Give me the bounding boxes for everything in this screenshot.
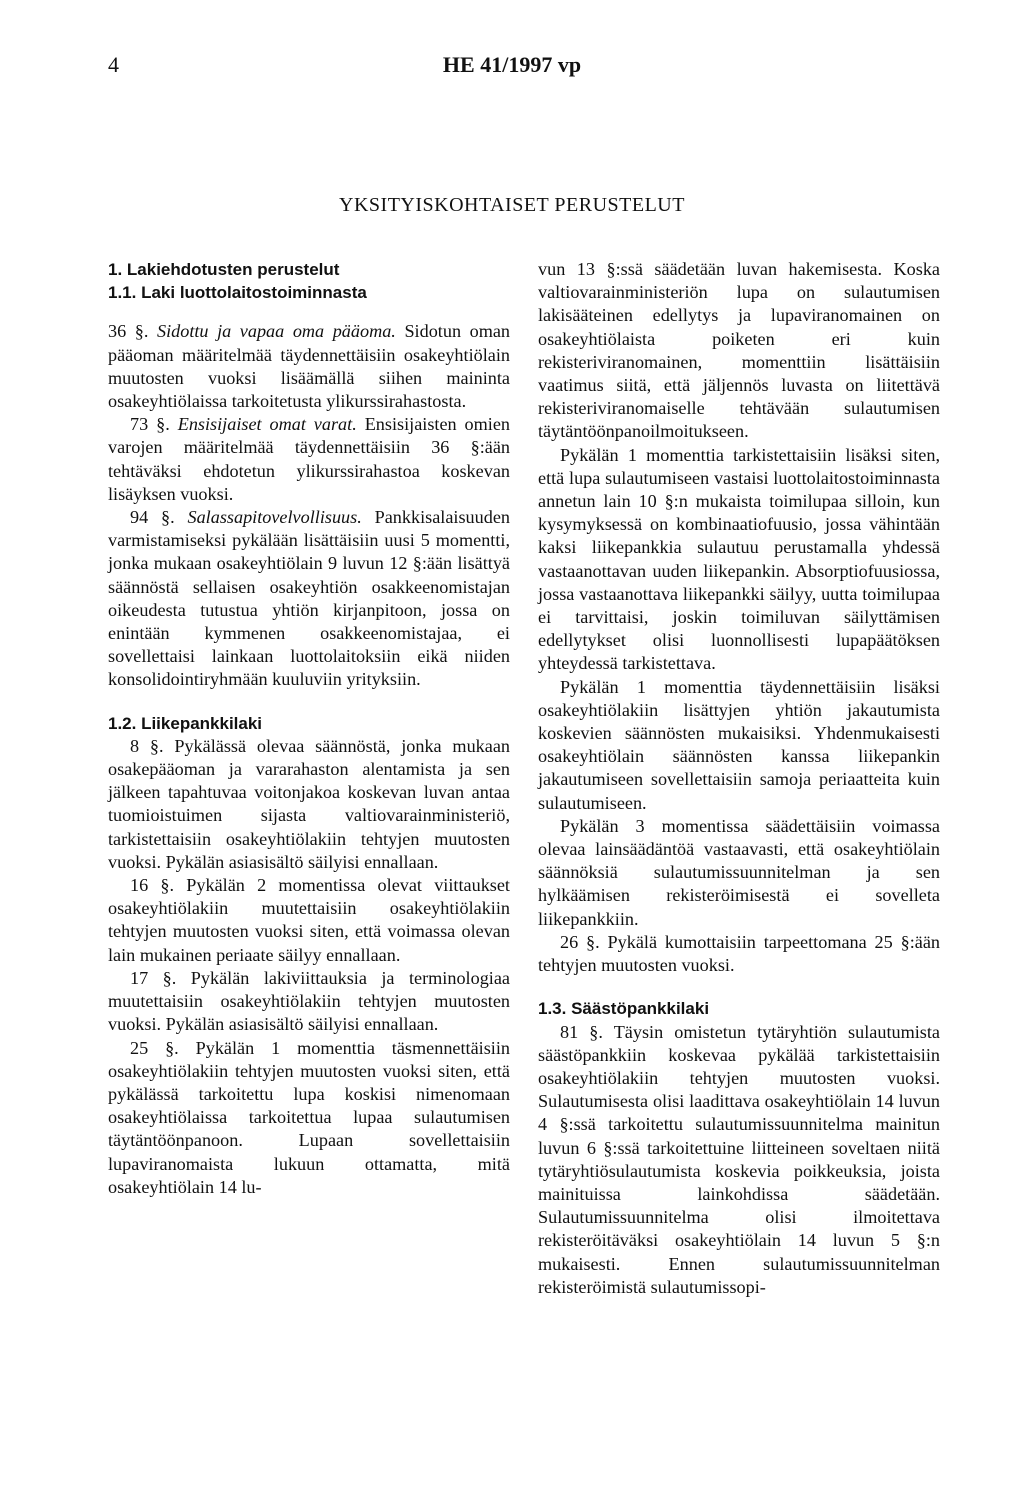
page-header — [0, 52, 1024, 82]
section-text-36: Sidotun oman pääoman määritelmää täydennettäisiin osakeyhtiölain muutosten vuoksi lisäämällä siihen maininta osakeyhtiölaissa tarkoitetusta ylikurssirahastosta. — [108, 321, 511, 412]
paragraph-25-continued: vun 13 §:ssä säädetään luvan hakemisesta. Koska valtiovarainministeriön lupa on sulautumisen lakisääteinen edellytys ja lupaviranomainen on osakeyhtiölaista poiketen eri kuin rekisteriviranomainen, momenttiin lisättäisiin vaatimus siitä, että jäljennös luvasta on liitettävä rekisteriviranomaiselle tehtävään sulautumisen täytäntöönpanoilmoitukseen. — [538, 259, 940, 442]
section-title-73: Ensisijaiset omat varat. — [177, 414, 357, 435]
paragraph-94 — [108, 506, 510, 692]
paragraph-16: 16 §. Pykälän 2 momentissa olevat viittaukset osakeyhtiölakiin muutettaisiin osakeyhtiölakiin tehtyjen muutosten vuoksi siten, että voimassa olevan lain mukainen periaate säilyy ennallaan. — [108, 875, 510, 965]
right-column — [538, 258, 940, 1299]
paragraph-25-c: Pykälän 3 momentissa säädettäisiin voimassa olevaa lainsäädäntöä vastaavasti, että osakeyhtiölain säännöksiä sulautumissuunnitelman ja sen hylkäämisen rekisteröimisestä ei sovelleta liikepankkiin. — [538, 815, 940, 929]
paragraph-25: 25 §. Pykälän 1 momenttia täsmennettäisiin osakeyhtiölakiin tehtyjen muutosten vuoksi siten, että pykälässä tarkoitettu lupa koskisi nimenomaan osakeyhtiölaissa tarkoitettua lupaa sulautumisen täytäntöönpanoon. Lupaan sovellettaisiin lupaviranomaista lukuun ottamatta, mitä osakeyhtiölain 14 lu- — [108, 1037, 510, 1197]
paragraph-25-a: Pykälän 1 momenttia tarkistettaisiin lisäksi siten, että lupa sulautumiseen vastaisi luottolaitostoiminnasta annetun lain 10 §:n mukaista toimilupaa silloin, kun kysymyksessä on kombinaatiofuusio, jossa vähintään kaksi liikepankkia sulautuu perustamalla yhdessä vastaanottavan uuden liikepankin. Absorptiofuusiossa, jossa vastaanottava liikepankki säilyy, uutta toimilupaa ei tarvittaisi, joskin toimiluvan säilyttämisen edellytykset olisi luonnollisesti lupapäätöksen yhteydessä tarkistettava. — [538, 444, 940, 674]
section-title: YKSITYISKOHTAISET PERUSTELUT — [339, 194, 685, 216]
paragraph-36 — [108, 320, 510, 413]
section-number-94: 94 §. — [130, 507, 175, 528]
heading-1-3: 1.3. Säästöpankkilaki — [538, 999, 710, 1019]
section-title-36: Sidottu ja vapaa oma pääoma. — [156, 321, 396, 342]
paragraph-25-b: Pykälän 1 momenttia täydennettäisiin lisäksi osakeyhtiölakiin lisättyjen yhtiön jakautumista koskevien säännösten mukaisiksi. Yhdenmukaisesti osakeyhtiölain säännösten kanssa liikepankin jakautumiseen sovellettaisiin samoja periaatteita kuin sulautumiseen. — [538, 676, 940, 813]
paragraph-73 — [108, 413, 510, 506]
heading-1-1: 1.1. Laki luottolaitostoiminnasta — [108, 283, 367, 303]
heading-1: 1. Lakiehdotusten perustelut — [108, 260, 340, 279]
heading-1-2: 1.2. Liikepankkilaki — [108, 713, 263, 733]
section-number-36: 36 §. — [108, 321, 149, 342]
paragraph-17: 17 §. Pykälän lakiviittauksia ja terminologiaa muutettaisiin osakeyhtiölakiin tehtyjen muutosten vuoksi. Pykälän asiasisältö säilyisi ennallaan. — [108, 967, 510, 1035]
left-column — [108, 258, 510, 1199]
paragraph-81: 81 §. Täysin omistetun tytäryhtiön sulautumista säästöpankkiin koskevaa pykälää tarkistettaisiin osakeyhtiölakiin tehtyjen muutosten vuoksi. Sulautumisesta olisi laadittava osakeyhtiölain 14 luvun 4 §:ssä tarkoitettu sulautumissuunnitelma mainitun luvun 6 §:ssä tarkoitettuine liitteineen soveltaen niitä tytäryhtiösulautumista koskevia poikkeuksia, joista mainituissa lainkohdissa säädetään. Sulautumissuunnitelma olisi ilmoitettava rekisteröitäväksi osakeyhtiölain 14 luvun 5 §:n mukaisesti. Ennen sulautumissuunnitelman rekisteröimistä sulautumissopi- — [538, 1021, 940, 1297]
section-number-73: 73 §. — [130, 414, 170, 435]
section-title-94: Salassapitovelvollisuus. — [187, 507, 362, 528]
paragraph-8: 8 §. Pykälässä olevaa säännöstä, jonka mukaan osakepääoman ja vararahaston alentamista ja sen jälkeen tapahtuvaa voitonjakoa koskevan luvan antaa tuomioistuimen sijasta valtiovarainministeriö, tarkistettaisiin osakeyhtiölakiin tehtyjen muutosten vuoksi. Pykälän asiasisältö säilyisi ennallaan. — [108, 735, 510, 872]
paragraph-26: 26 §. Pykälä kumottaisiin tarpeettomana 25 §:ään tehtyjen muutosten vuoksi. — [538, 931, 940, 976]
page-number: 4 — [108, 52, 119, 77]
document-id: HE 41/1997 vp — [442, 52, 582, 77]
section-text-73: Ensisijaisten omien varojen määritelmää täydennettäisiin 36 §:ään tehtäväksi ehdotetun ylikurssirahastoa koskevan lisäyksen vuoksi. — [108, 414, 511, 504]
section-text-94: Pankkisalaisuuden varmistamiseksi pykälään lisättäisiin uusi 5 momentti, jonka mukaan osakeyhtiölain 9 luvun 12 §:ään lisättyä säännöstä sellaisen osakeyhtiön osakkeenomistajan oikeudesta tutustua yhtiön kirjanpitoon, jossa on enintään kymmenen osakkeenomistajaa, ei sovellettaisi lainkaan luottolaitoksiin eikä niiden konsolidointiryhmään kuuluviin yrityksiin. — [108, 507, 510, 690]
